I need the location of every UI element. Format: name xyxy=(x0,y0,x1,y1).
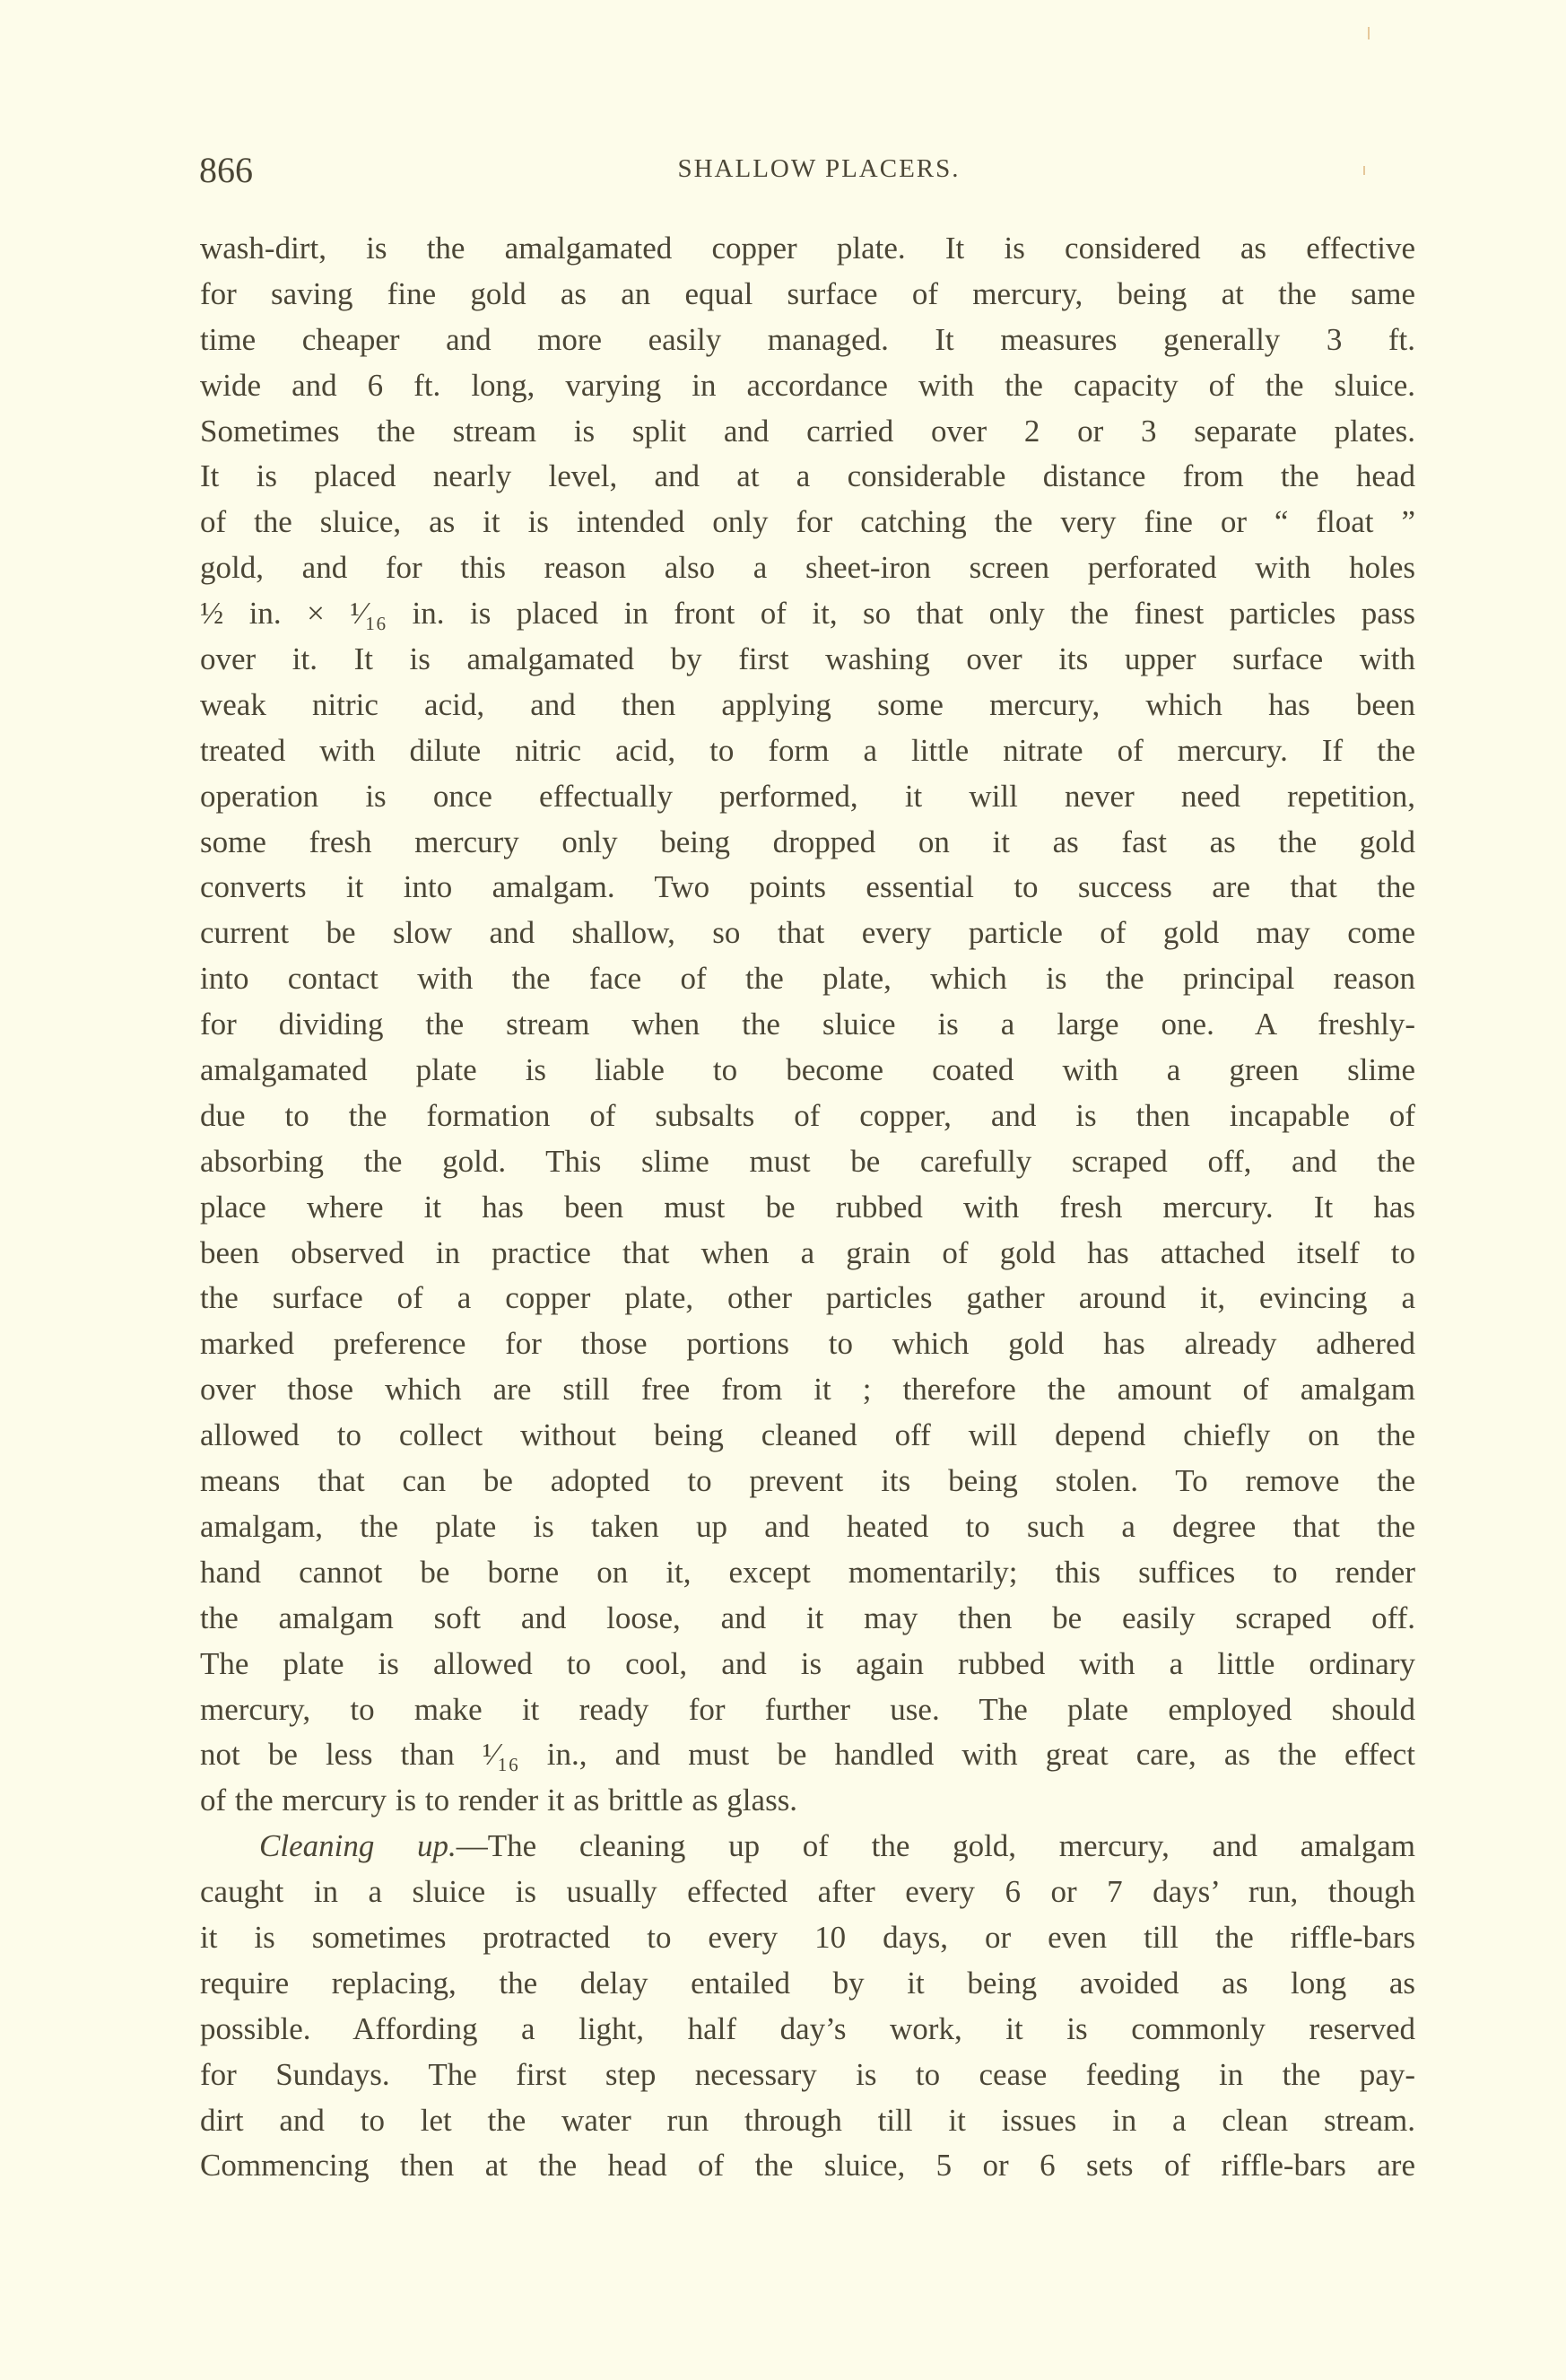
text-line: place where it has been must be rubbed with fresh mercury. It has xyxy=(200,1189,1415,1225)
text-line: caught in a sluice is usually effected after every 6 or 7 days’ run, though xyxy=(200,1874,1415,1910)
text-line: for Sundays. The first step necessary is to cease feeding in the pay- xyxy=(200,2056,1415,2092)
text-line: absorbing the gold. This slime must be carefully scraped off, and the xyxy=(200,1143,1415,1179)
text-line: weak nitric acid, and then applying some mercury, which has been xyxy=(200,686,1415,722)
text-line: The plate is allowed to cool, and is again rubbed with a little ordinary xyxy=(200,1645,1415,1681)
text-line: not be less than ¹⁄₁₆ in., and must be handled with great care, as the effect xyxy=(200,1737,1415,1773)
text-line: marked preference for those portions to which gold has already adhered xyxy=(200,1326,1415,1362)
text-line: over it. It is amalgamated by first washing over its upper surface with xyxy=(200,641,1415,677)
text-line: due to the formation of subsalts of copper, and is then incapable of xyxy=(200,1097,1415,1133)
text-line: of the sluice, as it is intended only for catching the very fine or “ float ” xyxy=(200,504,1415,540)
page-number: 866 xyxy=(199,150,253,190)
text-line: treated with dilute nitric acid, to form a little nitrate of mercury. If the xyxy=(200,732,1415,768)
text-line: mercury, to make it ready for further use. The plate employed should xyxy=(200,1691,1415,1727)
text-line: it is sometimes protracted to every 10 days, or even till the riffle-bars xyxy=(200,1919,1415,1955)
text-line: for saving fine gold as an equal surface of mercury, being at the same xyxy=(200,275,1415,311)
text-line: for dividing the stream when the sluice is a large one. A freshly- xyxy=(200,1007,1415,1042)
section-heading: Cleaning up. xyxy=(259,1828,457,1864)
text-line: amalgam, the plate is taken up and heated to such a degree that the xyxy=(200,1508,1415,1544)
text-line: time cheaper and more easily managed. It measures generally 3 ft. xyxy=(200,321,1415,357)
body-text xyxy=(200,226,1415,2189)
text-line: Sometimes the stream is split and carried over 2 or 3 separate plates. xyxy=(200,413,1415,449)
text-line: wash-dirt, is the amalgamated copper plate. It is considered as effective xyxy=(200,231,1415,266)
text-line: the surface of a copper plate, other particles gather around it, evincing a xyxy=(200,1280,1415,1316)
running-title: SHALLOW PLACERS. xyxy=(677,154,961,183)
text-line: current be slow and shallow, so that every particle of gold may come xyxy=(200,915,1415,951)
text-line: wide and 6 ft. long, varying in accordance with the capacity of the sluice. xyxy=(200,367,1415,403)
paper-speck xyxy=(1368,27,1370,39)
paragraph-amalgamated-plate xyxy=(200,226,1415,1824)
text-line: gold, and for this reason also a sheet-iron screen perforated with holes xyxy=(200,550,1415,586)
text-line: Commencing then at the head of the sluice, 5 or 6 sets of riffle-bars are xyxy=(200,2148,1415,2184)
text-line: means that can be adopted to prevent its being stolen. To remove the xyxy=(200,1463,1415,1499)
text-line: possible. Affording a light, half day’s work, it is commonly reserved xyxy=(200,2010,1415,2046)
text-line: dirt and to let the water run through till it issues in a clean stream. xyxy=(200,2102,1415,2138)
text-line: ½ in. × ¹⁄₁₆ in. is placed in front of it, so that only the finest particles pass xyxy=(200,596,1415,632)
text-line: of the mercury is to render it as brittle as glass. xyxy=(200,1783,798,1818)
text-line: operation is once effectually performed, it will never need repetition, xyxy=(200,778,1415,814)
text-line: It is placed nearly level, and at a considerable distance from the head xyxy=(200,458,1415,494)
text-line: allowed to collect without being cleaned off will depend chiefly on the xyxy=(200,1417,1415,1453)
text-line: over those which are still free from it ; therefore the amount of amalgam xyxy=(200,1372,1415,1408)
text-line-rest: —The cleaning up of the gold, mercury, and amalgam xyxy=(456,1828,1415,1864)
paragraph-cleaning-up xyxy=(200,1824,1415,2189)
text-line: amalgamated plate is liable to become coated with a green slime xyxy=(200,1052,1415,1088)
text-line: been observed in practice that when a grain of gold has attached itself to xyxy=(200,1234,1415,1270)
text-line: converts it into amalgam. Two points essential to success are that the xyxy=(200,869,1415,905)
text-line: some fresh mercury only being dropped on it as fast as the gold xyxy=(200,824,1415,859)
text-line: require replacing, the delay entailed by it being avoided as long as xyxy=(200,1965,1415,2001)
text-line: hand cannot be borne on it, except momentarily; this suffices to render xyxy=(200,1554,1415,1590)
text-line: into contact with the face of the plate, which is the principal reason xyxy=(200,961,1415,997)
paper-speck xyxy=(1363,166,1365,175)
text-line: the amalgam soft and loose, and it may then be easily scraped off. xyxy=(200,1600,1415,1635)
text-line xyxy=(200,1824,1415,1870)
